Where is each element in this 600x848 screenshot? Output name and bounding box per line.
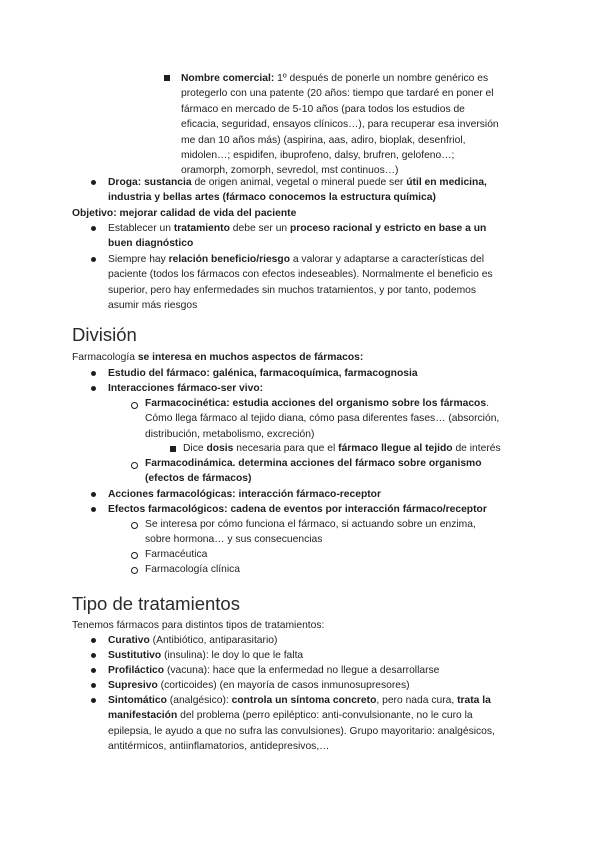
farmacocinetica-end: . xyxy=(486,398,489,409)
nombre-comercial-line: oramorph, zomorph, sevredol, mst continuos…) xyxy=(181,165,399,177)
supresivo-text: (corticoides) (en mayoría de casos inmunosupresores) xyxy=(157,680,410,691)
farmacocinetica-bold: Farmacocinética: estudia acciones del organismo sobre los fármacos xyxy=(145,398,487,409)
sintomatico-text: del problema (perro epiléptico: anti-convulsionante, no le curo la xyxy=(177,710,473,722)
bullet-dot-icon xyxy=(91,257,96,262)
sustitutivo-label: Sustitutivo xyxy=(108,650,162,661)
farmacologia-clinica-item: Farmacología clínica xyxy=(145,564,240,575)
farmacodinamica-line: (efectos de fármacos) xyxy=(145,473,252,485)
supresivo-label: Supresivo xyxy=(108,680,158,691)
sintomatico-bold: trata la xyxy=(457,695,491,706)
droga-label: Droga: xyxy=(108,177,142,188)
nombre-comercial-item xyxy=(181,71,521,179)
objetivo-line xyxy=(72,206,552,221)
dosis-text: Dice xyxy=(183,443,207,454)
profilactico-item xyxy=(108,663,548,678)
nombre-comercial-line: 1º después de ponerle un nombre genérico es xyxy=(274,73,489,84)
circle-bullet-icon xyxy=(131,552,138,559)
curativo-item xyxy=(108,633,548,648)
bullet-dot-icon xyxy=(91,507,96,512)
profilactico-text: (vacuna): hace que la enfermedad no llegue a desarrollarse xyxy=(164,665,440,676)
circle-bullet-icon xyxy=(131,522,138,529)
curativo-label: Curativo xyxy=(108,635,150,646)
nombre-comercial-line: protegerlo con una patente (20 años: tiempo que tardaré en poner el xyxy=(181,88,494,100)
trat-line: buen diagnóstico xyxy=(108,238,194,250)
farmacodinamica-item xyxy=(145,456,555,487)
farmacocinetica-item xyxy=(145,396,555,442)
bullet-dot-icon xyxy=(91,386,96,391)
droga-bold: sustancia xyxy=(144,177,192,188)
square-bullet-icon xyxy=(170,446,176,452)
bullet-dot-icon xyxy=(91,653,96,658)
curativo-text: (Antibiótico, antiparasitario) xyxy=(149,635,278,646)
sintomatico-item xyxy=(108,693,558,755)
bullet-dot-icon xyxy=(91,638,96,643)
acciones-item xyxy=(108,487,548,502)
rel-bold: relación beneficio/riesgo xyxy=(168,254,290,265)
dosis-item xyxy=(183,441,553,456)
nombre-comercial-line: eficacia, seguridad, ensayos clínicos…), para recuperar esa inversión xyxy=(181,119,499,131)
dosis-text: necesaria para que el xyxy=(233,443,339,454)
beneficio-riesgo-item xyxy=(108,252,553,314)
interesa-item xyxy=(145,517,555,548)
rel-text: Siempre hay xyxy=(108,254,169,265)
division-intro-text: Farmacología xyxy=(72,352,138,363)
dosis-bold: fármaco llegue al tejido xyxy=(338,443,453,454)
profilactico-label: Profiláctico xyxy=(108,665,165,676)
rel-text: a valorar y adaptarse a características del xyxy=(289,254,485,265)
objetivo-text: Objetivo: mejorar calidad de vida del paciente xyxy=(72,208,297,219)
sintomatico-bold: manifestación xyxy=(108,710,178,722)
farmacocinetica-line: distribución, metabolismo, excreción) xyxy=(145,428,315,440)
tratamiento-item xyxy=(108,221,548,252)
acciones-text: Acciones farmacológicas: interacción fármaco-receptor xyxy=(108,489,381,500)
interacciones-item xyxy=(108,381,548,396)
efectos-bold: Efectos farmacológicos: xyxy=(108,504,228,515)
dosis-text: de interés xyxy=(452,443,501,454)
tipos-heading: Tipo de tratamientos xyxy=(72,593,240,614)
bullet-dot-icon xyxy=(91,492,96,497)
rel-line: paciente (todos los fármacos con efectos indeseables). Normalmente el beneficio es xyxy=(108,269,493,281)
estudio-item xyxy=(108,366,548,381)
sintomatico-bold: controla un síntoma concreto xyxy=(231,695,377,706)
efectos-item xyxy=(108,502,558,517)
interesa-line: Se interesa por cómo funciona el fármaco, si actuando sobre un enzima, xyxy=(145,519,476,530)
trat-text: debe ser un xyxy=(229,223,291,234)
droga-item xyxy=(108,175,548,206)
interesa-line: sobre hormona… y sus consecuencias xyxy=(145,534,323,546)
bullet-dot-icon xyxy=(91,226,96,231)
bullet-dot-icon xyxy=(91,668,96,673)
square-bullet-icon xyxy=(164,75,170,81)
trat-bold: proceso racional y estricto en base a un xyxy=(290,223,487,234)
sintomatico-line: antitérmicos, antiinflamatorios, antidepresivos,… xyxy=(108,741,330,753)
circle-bullet-icon xyxy=(131,567,138,574)
division-intro-bold: se interesa en muchos aspectos de fármacos: xyxy=(137,352,364,363)
circle-bullet-icon xyxy=(131,462,138,469)
farmaceutica-item: Farmacéutica xyxy=(145,549,208,560)
division-heading: División xyxy=(72,324,137,345)
farmacodinamica-rest: determina acciones del fármaco sobre organismo xyxy=(235,458,482,469)
sintomatico-text: , pero nada cura, xyxy=(376,695,458,706)
bullet-dot-icon xyxy=(91,683,96,688)
estudio-text: Estudio del fármaco: galénica, farmacoquímica, farmacognosia xyxy=(108,368,418,379)
nombre-comercial-line: me dan 10 años más) (aspirina, aas, adiro, bioplak, desenfriol, xyxy=(181,134,466,146)
tipos-intro: Tenemos fármacos para distintos tipos de tratamientos: xyxy=(72,620,325,631)
trat-text: Establecer un xyxy=(108,223,174,234)
sintomatico-line: epilepsia, le ayudo a que no sufra las convulsiones). Grupo mayoritario: analgésicos, xyxy=(108,725,495,737)
dosis-bold: dosis xyxy=(206,443,234,454)
bullet-dot-icon xyxy=(91,180,96,185)
nombre-comercial-label: Nombre comercial: xyxy=(181,73,275,84)
rel-line: asumir más riesgos xyxy=(108,300,198,312)
bullet-dot-icon xyxy=(91,371,96,376)
sintomatico-text: (analgésico): xyxy=(166,695,232,706)
rel-line: superior, pero hay enfermedades sin muchos tratamientos, y por tanto, podemos xyxy=(108,284,477,296)
efectos-rest: cadena de eventos por interacción fármaco/receptor xyxy=(227,504,487,515)
farmacodinamica-bold: Farmacodinámica. xyxy=(145,458,236,469)
supresivo-item xyxy=(108,678,548,693)
interacciones-text: Interacciones fármaco-ser vivo: xyxy=(108,383,264,394)
sustitutivo-item xyxy=(108,648,548,663)
droga-text: de origen animal, vegetal o mineral puede ser xyxy=(191,177,407,188)
trat-bold: tratamiento xyxy=(173,223,230,234)
sustitutivo-text: (insulina): le doy lo que le falta xyxy=(161,650,304,661)
farmacocinetica-line: Cómo llega fármaco al tejido diana, cómo pasa diferentes fases… (absorción, xyxy=(145,413,500,425)
sintomatico-label: Sintomático xyxy=(108,695,167,706)
bullet-dot-icon xyxy=(91,698,96,703)
division-intro xyxy=(72,350,552,365)
nombre-comercial-line: midolen…; espidifen, ibuprofeno, dalsy, brufren, gelofeno…; xyxy=(181,150,455,162)
circle-bullet-icon xyxy=(131,402,138,409)
nombre-comercial-line: fármaco en mercado de 5-10 años (para todos los estudios de xyxy=(181,103,465,115)
droga-bold: útil en medicina, xyxy=(406,177,487,188)
droga-line: industria y bellas artes (fármaco conocemos la estructura química) xyxy=(108,192,436,204)
